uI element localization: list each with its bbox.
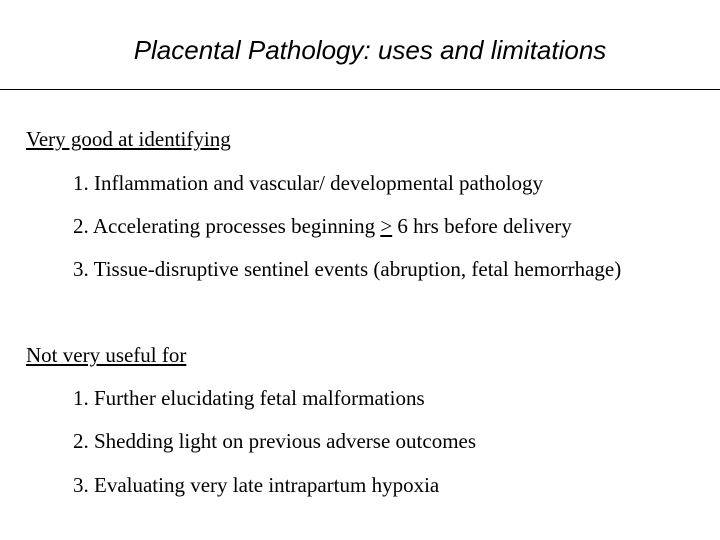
section-heading-limited: Not very useful for [26,343,187,367]
list-item: 2. Shedding light on previous adverse outcomes [73,429,477,453]
greater-equal-symbol: > [380,214,393,238]
slide-title: Placental Pathology: uses and limitations [133,35,607,65]
title-divider [0,89,720,90]
item-text: 2. Accelerating processes beginning [73,214,381,238]
list-item: 3. Evaluating very late intrapartum hypoxia [73,473,440,497]
item-text: 6 hrs before delivery [392,214,572,238]
list-item [73,214,572,238]
list-item: 3. Tissue-disruptive sentinel events (abruption, fetal hemorrhage) [73,257,622,281]
list-item: 1. Further elucidating fetal malformations [73,386,425,410]
section-heading-good: Very good at identifying [26,127,231,151]
list-item: 1. Inflammation and vascular/ developmental pathology [73,171,544,195]
